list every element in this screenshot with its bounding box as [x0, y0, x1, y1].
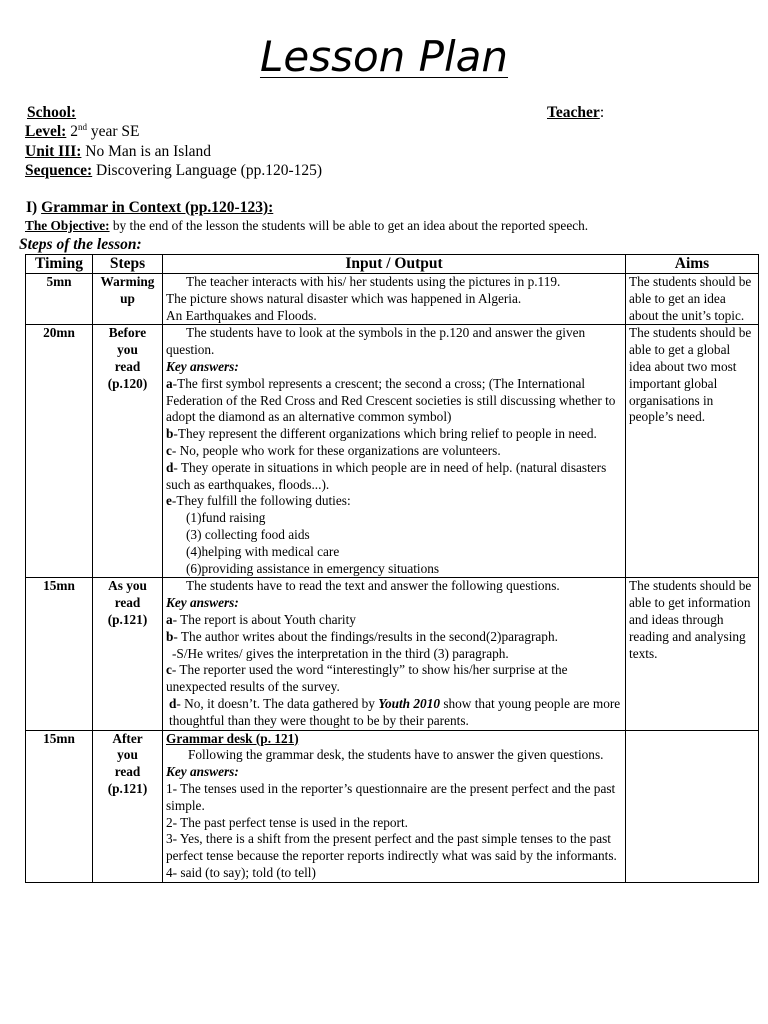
cell-intro: Following the grammar desk, the students have to answer the given questions. [188, 747, 604, 763]
answer-b: b-They represent the different organizations which bring relief to people in need. [166, 426, 597, 442]
answer-c: c- No, people who work for these organizations are volunteers. [166, 442, 501, 458]
teacher-label: Teacher [547, 104, 600, 121]
cell-line: An Earthquakes and Floods. [166, 307, 317, 323]
answer-b-continued: -S/He writes/ gives the interpretation in the third (3) paragraph. [172, 645, 509, 661]
steps-heading: Steps of the lesson: [19, 236, 142, 253]
step-line: up [120, 290, 135, 306]
timing-cell: 5mn [26, 274, 93, 325]
steps-cell [93, 325, 163, 578]
teacher-field [547, 103, 604, 123]
answer-4: 4- said (to say); told (to tell) [166, 864, 316, 880]
duty-item: (1)fund raising [186, 510, 266, 526]
header-aims: Aims [626, 255, 759, 274]
level-line [25, 122, 139, 142]
timing-cell: 20mn [26, 325, 93, 578]
sequence-line [25, 161, 322, 181]
unit-line [25, 142, 211, 162]
timing-cell: 15mn [26, 730, 93, 882]
steps-cell [93, 578, 163, 730]
step-line: you [117, 342, 138, 358]
step-line: Warming [100, 274, 155, 289]
timing-cell: 15mn [26, 578, 93, 730]
aims-cell: The students should be able to get a global idea about two most important global organisations in people’s need. [626, 325, 759, 578]
key-answers-label: Key answers: [166, 358, 239, 374]
table-header-row [26, 255, 759, 274]
header-input-output: Input / Output [163, 255, 626, 274]
key-answers-label: Key answers: [166, 595, 239, 611]
step-line: read [114, 595, 141, 611]
answer-e: e-They fulfill the following duties: [166, 493, 351, 509]
table-row [26, 325, 759, 578]
step-line: read [114, 764, 141, 780]
section-title: Grammar in Context (pp.120-123): [41, 199, 274, 216]
objective-text: by the end of the lesson the students will be able to get an idea about the reported speech. [109, 218, 589, 233]
input-output-cell [163, 325, 626, 578]
steps-cell [93, 730, 163, 882]
cell-line: The picture shows natural disaster which was happened in Algeria. [166, 290, 522, 306]
answer-3: 3- Yes, there is a shift from the present perfect and the past simple tenses to the past perfect tense because the reporter reports indirectly what was said by the informants. [166, 831, 617, 864]
answer-2: 2- The past perfect tense is used in the report. [166, 814, 408, 830]
step-line: you [117, 747, 138, 763]
key-answers-label: Key answers: [166, 764, 239, 780]
cell-line: The teacher interacts with his/ her students using the pictures in p.119. [186, 274, 561, 289]
section-number: I) [26, 199, 38, 216]
sequence-label: Sequence: [25, 162, 93, 179]
school-label: School: [27, 104, 77, 121]
unit-label: Unit III: [25, 143, 82, 160]
table-row [26, 578, 759, 730]
objective-line [25, 217, 588, 234]
answer-a: a- The report is about Youth charity [166, 611, 356, 627]
level-num: 2 [70, 123, 78, 140]
unit-value: No Man is an Island [81, 143, 211, 160]
step-line: After [112, 730, 143, 746]
answer-a: a-The first symbol represents a crescent; the second a cross; (The International Federation of the Red Cross and Red Crescent societies is still discussing whether to adopt the diamond as an alternative common symbol) [166, 375, 616, 425]
duty-item: (6)providing assistance in emergency situations [186, 560, 440, 576]
step-line: (p.121) [107, 611, 148, 627]
section-heading [26, 198, 273, 218]
teacher-colon: : [599, 104, 605, 121]
step-line: (p.120) [107, 375, 148, 391]
level-value: year SE [86, 123, 140, 140]
aims-cell [626, 730, 759, 882]
header-timing: Timing [26, 255, 93, 274]
step-line: (p.121) [107, 780, 148, 796]
sequence-value: Discovering Language (pp.120-125) [92, 162, 323, 179]
header-steps: Steps [93, 255, 163, 274]
step-line: Before [108, 325, 147, 341]
lesson-steps-table [25, 254, 759, 883]
answer-d: d- No, it doesn’t. The data gathered by Youth 2010 show that young people are more thoughtful than they were thought to be by their parents. [169, 695, 621, 728]
level-label: Level: [25, 123, 67, 140]
input-output-cell [163, 730, 626, 882]
steps-cell [93, 274, 163, 325]
answer-c: c- The reporter used the word “interestingly” to show his/her surprise at the unexpected results of the survey. [166, 662, 568, 695]
answer-b: b- The author writes about the findings/results in the second(2)paragraph. [166, 628, 558, 644]
step-line: As you [108, 578, 147, 594]
objective-label: The Objective: [25, 218, 110, 233]
cell-intro: The students have to read the text and answer the following questions. [186, 578, 560, 594]
level-sup: nd [77, 121, 87, 132]
table-row [26, 730, 759, 882]
duty-item: (3) collecting food aids [186, 526, 310, 542]
grammar-desk-title: Grammar desk (p. 121) [166, 730, 299, 746]
input-output-cell [163, 274, 626, 325]
table-row [26, 274, 759, 325]
answer-d: d- They operate in situations in which people are in need of help. (natural disasters such as earthquakes, floods...). [166, 459, 607, 492]
page-title: Lesson Plan [259, 32, 509, 81]
step-line: read [114, 358, 141, 374]
cell-intro: The students have to look at the symbols in the p.120 and answer the given question. [166, 325, 586, 358]
input-output-cell [163, 578, 626, 730]
aims-cell: The students should be able to get information and ideas through reading and analysing texts. [626, 578, 759, 730]
aims-cell: The students should be able to get an idea about the unit’s topic. [626, 274, 759, 325]
duty-item: (4)helping with medical care [186, 543, 340, 559]
answer-1: 1- The tenses used in the reporter’s questionnaire are the present perfect and the past simple. [166, 780, 616, 813]
